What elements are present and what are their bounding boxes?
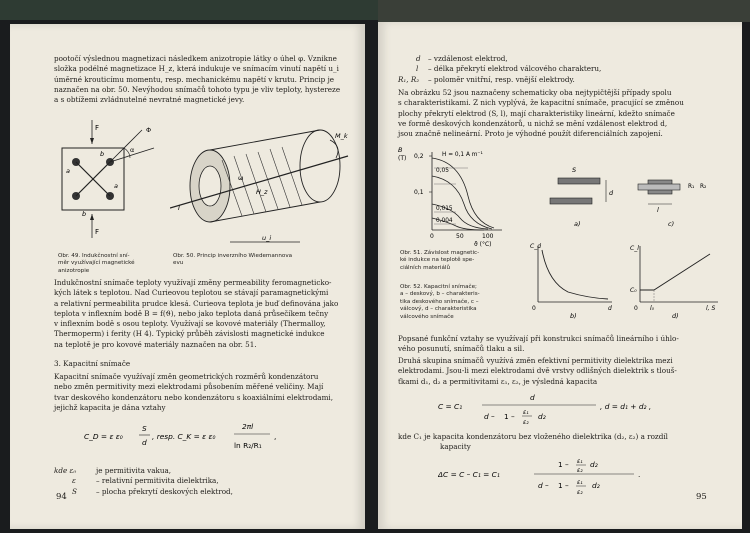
eq1-eps-num: ε₁: [523, 409, 529, 416]
text-line: v inflexním bodě s osou teploty. Využívají se kovové materiály (Thermalloy,: [54, 319, 326, 329]
arrow-head: [90, 138, 94, 144]
x-tick-label: 0: [430, 233, 434, 240]
eq2-eps-den: ε₂: [577, 467, 583, 474]
eq2-left: ΔC = C – C₁ = C₁: [438, 470, 500, 479]
caption-line: válcového snímače: [400, 313, 454, 320]
eq1-left: C = C₁: [438, 402, 463, 411]
eq-left: C_D = ε ε₀: [84, 432, 123, 441]
coil-edge-top: [210, 130, 320, 150]
right-mid-text: [398, 432, 728, 453]
text-line: pootočí výslednou magnetizaci následkem anizotropie látky o úhel φ. Vznikne: [54, 54, 337, 63]
definition-row: [398, 54, 728, 64]
figure-49-caption: [58, 253, 135, 275]
label-b: b): [570, 312, 577, 320]
left-definitions: [54, 466, 352, 497]
winding: [282, 147, 302, 205]
caption-line: evu: [173, 260, 184, 267]
eq2-den-b: 1 –: [558, 481, 569, 490]
text-line: ve formě deskových kondenzátorů, u nichž se mění vzdálenost elektrod d,: [398, 118, 668, 128]
background-strip-right: [378, 0, 750, 22]
caption-line: Obr. 50. Princip inverzního Wiedemannova: [173, 253, 293, 259]
section-title: 3. Kapacitní snímače: [54, 359, 131, 368]
definition-text: – délka překrytí elektrod válcového charakteru,: [428, 64, 602, 74]
label-a-2: a: [114, 182, 118, 190]
x-tick-label: 100: [482, 233, 494, 240]
figure-51-chart: [398, 142, 518, 248]
arrow-head: [90, 214, 94, 220]
eq-end: ,: [274, 432, 277, 441]
eq2-end: .: [638, 470, 641, 479]
definition-text: – vzdálenost elektrod,: [428, 54, 508, 63]
left-paragraph-2: [54, 278, 352, 350]
page-number-left: 94: [56, 492, 67, 502]
eq2-den-c: d₂: [592, 481, 600, 490]
chart-d-curve: [640, 254, 710, 290]
label-c0: C₀: [630, 287, 637, 294]
eq1-den-a: d –: [484, 412, 495, 421]
right-definitions: [398, 54, 728, 85]
label-d-axis: d: [608, 305, 612, 312]
text-line: a relativní permeabilita prudce klesá. Curieova teplota je buď definována jako: [54, 298, 339, 308]
label-r1: R₁: [688, 184, 695, 190]
figure-50: [170, 116, 355, 256]
annotation-h: H = 0,1 A m⁻¹: [442, 152, 483, 158]
left-paragraph-3: [54, 372, 352, 413]
label-omega: ω: [238, 174, 244, 182]
effective-capacitance-equation: [438, 388, 718, 428]
text-line: jejichž kapacita je dána vztahy: [54, 402, 166, 412]
caption-line: ké indukce na teplotě spe-: [400, 257, 475, 264]
figure-49: [54, 118, 164, 243]
caption-line: Obr. 52. Kapacitní snímače;: [400, 284, 477, 290]
text-line: kých látek s teplotou. Nad Curieovou teplotou se stávají paramagnetickými: [54, 288, 329, 298]
text-line: elektrodami. Jsou-li mezi elektrodami dvě vrstvy odlišných dielektrik s tlouš-: [398, 366, 677, 376]
definition-row: [398, 75, 728, 85]
eq2-num-a: 1 –: [558, 460, 569, 469]
definition-text: – poloměr vnitřní, resp. vnější elektrody.: [428, 74, 575, 84]
definition-row: [54, 466, 352, 476]
figure-50-caption: [173, 253, 292, 268]
label-phi: Φ: [146, 126, 152, 134]
text-line: Popsané funkční vztahy se využívají při konstrukci snímačů lineárního i úhlo-: [398, 334, 679, 343]
caption-line: a – deskový, b – charakteris-: [400, 291, 480, 298]
label-origin-d: 0: [634, 305, 638, 312]
label-f-bottom: F: [95, 228, 100, 236]
definition-symbol: R₁, R₂: [398, 74, 420, 84]
label-d: d: [609, 189, 614, 197]
y-tick-label: 0,1: [414, 189, 424, 196]
text-line: Druhá skupina snímačů využívá změn efektivní permitivity dielektrika mezi: [398, 356, 673, 365]
text-line: na teplotě je pro kovové materiály naznačen na obr. 51.: [54, 339, 257, 349]
label-mk: M_k: [335, 132, 348, 140]
text-line: a s obtížemi zvládnutelné nevratné magnetické jevy.: [54, 95, 245, 105]
eq2-den-eps-den: ε₂: [577, 489, 583, 496]
eq1-den-c: d₂: [538, 412, 546, 421]
text-line: složka podélné magnetizace H_z, která indukuje ve snímacím vinutí napětí u_i: [54, 64, 339, 74]
winding: [234, 156, 254, 214]
page-number-right: 95: [696, 492, 707, 502]
inner-electrode: [638, 184, 680, 190]
label-i: I: [178, 204, 180, 212]
definition-row: [398, 64, 728, 74]
label-l: l: [657, 206, 659, 214]
eq-frac1-den: d: [142, 438, 147, 447]
x-axis-label: ϑ (°C): [474, 241, 492, 248]
label-a: a): [574, 220, 581, 228]
label-origin-b: 0: [532, 305, 536, 312]
definition-text: je permitivita vakua,: [96, 466, 172, 475]
text-line: naznačen na obr. 50. Nevýhodou snímačů tohoto typu je vliv teploty, hystereze: [54, 84, 341, 94]
label-ls: l, S: [706, 305, 716, 312]
label-alpha: α: [130, 146, 135, 154]
text-line: plochy překrytí elektrod (S, l), mají charakteristiky lineární, kdežto snímače: [398, 108, 675, 118]
definition-symbol: kde ε₀: [54, 466, 77, 475]
text-line: Kapacitní snímače využívají změn geometrických rozměrů kondenzátoru: [54, 372, 319, 381]
plate-top: [558, 178, 600, 184]
label-l0: l₀: [650, 305, 655, 312]
label-s: S: [572, 166, 577, 174]
eq1-num: d: [530, 393, 535, 402]
left-paragraph-1: [54, 54, 352, 105]
text-line: teplota v inflexním bodě B = f(ϑ), nebo jako teplota daná průsečíkem tečny: [54, 308, 329, 318]
text-line: tvar deskového kondenzátoru nebo kondenzátoru s koaxiálními elektrodami,: [54, 392, 333, 402]
label-f-top: F: [95, 124, 100, 132]
label-d-fig: d): [672, 312, 679, 320]
caption-line: měr využívající magnetické: [58, 260, 135, 267]
eq-frac2-num: 2πl: [242, 422, 254, 431]
caption-line: Obr. 49. Indukčnostní sní-: [58, 253, 130, 259]
right-page: [378, 22, 742, 529]
definition-text: – plocha překrytí deskových elektrod,: [96, 486, 233, 496]
text-line: ťkami d₁, d₂ a permitivitami ε₁, ε₂, je výsledná kapacita: [398, 376, 598, 386]
winding: [258, 152, 278, 209]
caption-line: anizotropie: [58, 267, 90, 274]
x-tick-label: 50: [456, 233, 464, 240]
plate-bottom: [550, 198, 592, 204]
eq2-num-b: d₂: [590, 460, 598, 469]
label-ui: u_i: [262, 234, 272, 242]
label-a: a: [66, 167, 70, 175]
label-b-2: b: [82, 210, 87, 218]
label-c: c): [668, 220, 675, 228]
torque-arrow: [330, 140, 338, 158]
y-tick-label: 0,2: [414, 153, 424, 160]
definition-row: [54, 476, 352, 486]
eq2-den-a: d –: [538, 481, 549, 490]
figure-52: [528, 142, 733, 327]
caption-line: válcový, d – charakteristika: [400, 306, 477, 313]
text-line: nebo změn permitivity mezi elektrodami působením měřené veličiny. Mají: [54, 382, 324, 392]
annotation-005: 0,05: [436, 168, 449, 174]
text-line: Indukčnostní snímače teploty využívají změny permeability feromagneticko-: [54, 278, 332, 287]
label-r2: R₂: [700, 184, 707, 190]
right-paragraph-2: [398, 334, 728, 355]
caption-line: Obr. 51. Závislost magnetic-: [400, 250, 480, 256]
label-b: b: [100, 150, 105, 158]
capacitance-equation: [84, 416, 304, 458]
left-page: [10, 24, 365, 529]
eq-frac1-num: S: [142, 424, 147, 433]
definition-symbol: S: [72, 486, 77, 496]
text-line: kde C₁ je kapacita kondenzátoru bez vloženého dielektrika (d₂, ε₂) a rozdíl: [398, 432, 668, 441]
definition-row: [54, 487, 352, 497]
right-paragraph-1: [398, 88, 728, 139]
definition-symbol: ε: [72, 476, 76, 486]
caption-line: ciálních materiálů: [400, 264, 451, 271]
figure-51-caption: [400, 250, 479, 272]
label-hz: H_z: [256, 188, 268, 196]
eq2-eps-num: ε₁: [577, 458, 583, 465]
eq1-right: , d = d₁ + d₂ ,: [600, 402, 652, 411]
text-line: Thermoperm) i ferity (H 4). Typický průběh závislosti magnetické indukce: [54, 329, 325, 339]
label-cd: C_d: [530, 243, 541, 250]
coil-bore: [199, 166, 221, 206]
chart-b-curve: [542, 250, 608, 299]
eq1-eps-den: ε₂: [523, 419, 529, 426]
definition-text: – relativní permitivita dielektrika,: [96, 476, 219, 486]
caption-line: tika deskového snímače, c –: [400, 298, 479, 305]
eq-mid: , resp. C_K = ε ε₀: [152, 432, 216, 441]
figure-52-caption: [400, 284, 480, 321]
y-axis-unit: (T): [398, 155, 407, 162]
annotation-0015: 0,015: [436, 206, 453, 212]
text-line: s charakteristikami. Z nich vyplývá, že kapacitní snímače, pracující se změnou: [398, 98, 684, 108]
eq2-den-eps-num: ε₁: [577, 479, 583, 486]
definition-symbol: l: [416, 64, 419, 74]
y-axis-label: B: [398, 146, 403, 154]
definition-symbol: d: [416, 54, 421, 63]
text-line: vého posunutí, snímačů tlaku a sil.: [398, 344, 525, 354]
text-line: kapacity: [440, 442, 471, 452]
text-line: úměrné krouticímu momentu, resp. mechanickému napětí v krutu. Princip je: [54, 74, 335, 84]
text-line: jsou značně nelineární. Proto je výhodné použít diferenciálních zapojení.: [398, 129, 663, 139]
coil-back: [300, 130, 340, 202]
text-line: Na obrázku 52 jsou naznačeny schematicky oba nejtypičtější případy spolu: [398, 88, 672, 97]
eq1-den-b: 1 –: [504, 412, 515, 421]
eq-frac2-den: ln R₂/R₁: [234, 441, 262, 450]
capacitance-difference-equation: [438, 454, 698, 498]
right-paragraph-3: [398, 356, 728, 387]
label-cl: C_l: [630, 245, 639, 252]
annotation-0004: 0,004: [436, 218, 453, 224]
